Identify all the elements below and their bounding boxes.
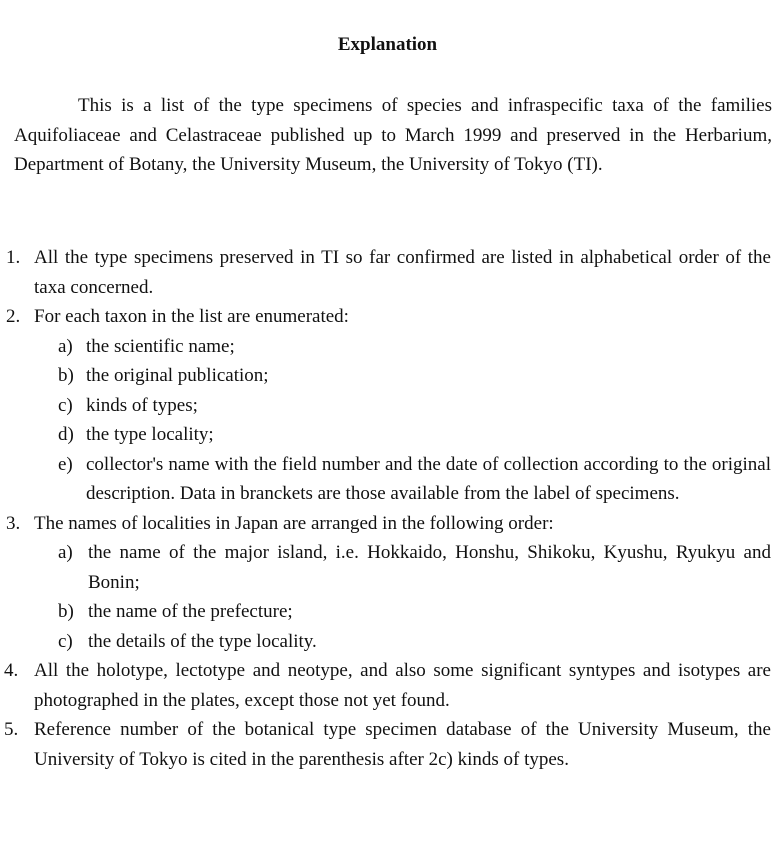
item-text: All the holotype, lectotype and neotype, and also some significant syntypes and isotypes are photographed in the plates, except those not yet found.	[34, 660, 771, 711]
sub-item-2e	[0, 450, 775, 509]
list-item-2	[0, 302, 775, 332]
sub-item-2b	[0, 361, 775, 391]
sub-item-2d	[0, 420, 775, 450]
sub-item-text: the name of the prefecture;	[88, 601, 293, 622]
sub-item-letter: a)	[58, 335, 73, 357]
sub-item-letter: c)	[58, 394, 73, 416]
sub-item-2a	[0, 332, 775, 362]
item-text: All the type specimens preserved in TI so far confirmed are listed in alphabetical order of the taxa concerned.	[34, 247, 771, 298]
list-item-1	[0, 243, 775, 302]
list-item-3	[0, 509, 775, 539]
item-text: Reference number of the botanical type specimen database of the University Museum, the University of Tokyo is cited in the parenthesis after 2c) kinds of types.	[34, 719, 771, 770]
sub-item-letter: d)	[58, 424, 74, 445]
page-title: Explanation	[337, 34, 438, 55]
sub-item-text: the scientific name;	[86, 335, 235, 357]
sub-item-letter: c)	[58, 630, 73, 652]
list-item-5	[0, 715, 775, 774]
sub-item-letter: b)	[58, 365, 74, 386]
sub-item-text: collector's name with the field number and the date of collection according to the original description. Data in branckets are those available from the label of specimens.	[86, 453, 771, 504]
item-number: 1.	[6, 247, 21, 268]
sub-item-3c	[0, 627, 775, 657]
item-text: The names of localities in Japan are arranged in the following order:	[34, 512, 554, 534]
intro-paragraph: This is a list of the type specimens of species and infraspecific taxa of the families Aquifoliaceae and Celastraceae published up to March 1999 and preserved in the Herbarium, Department of Botany, the University Museum, the University of Tokyo (TI).	[14, 95, 772, 175]
item-number: 2.	[6, 306, 21, 327]
item-number: 5.	[4, 719, 19, 740]
sub-item-2c	[0, 391, 775, 421]
sub-item-letter: b)	[58, 601, 74, 622]
sub-item-letter: a)	[58, 542, 73, 563]
list-item-4	[0, 656, 775, 715]
sub-item-text: the type locality;	[86, 424, 214, 445]
sub-item-text: kinds of types;	[86, 394, 198, 416]
explanation-list	[0, 243, 775, 774]
sub-item-text: the details of the type locality.	[88, 630, 317, 652]
sub-item-text: the original publication;	[86, 365, 269, 386]
item-number: 3.	[6, 512, 21, 534]
sub-item-text: the name of the major island, i.e. Hokkaido, Honshu, Shikoku, Kyushu, Ryukyu and Bonin;	[88, 542, 771, 593]
item-text: For each taxon in the list are enumerated:	[34, 306, 349, 327]
item-number: 4.	[4, 660, 19, 681]
sub-item-letter: e)	[58, 453, 73, 475]
sub-item-3b	[0, 597, 775, 627]
sub-item-3a	[0, 538, 775, 597]
